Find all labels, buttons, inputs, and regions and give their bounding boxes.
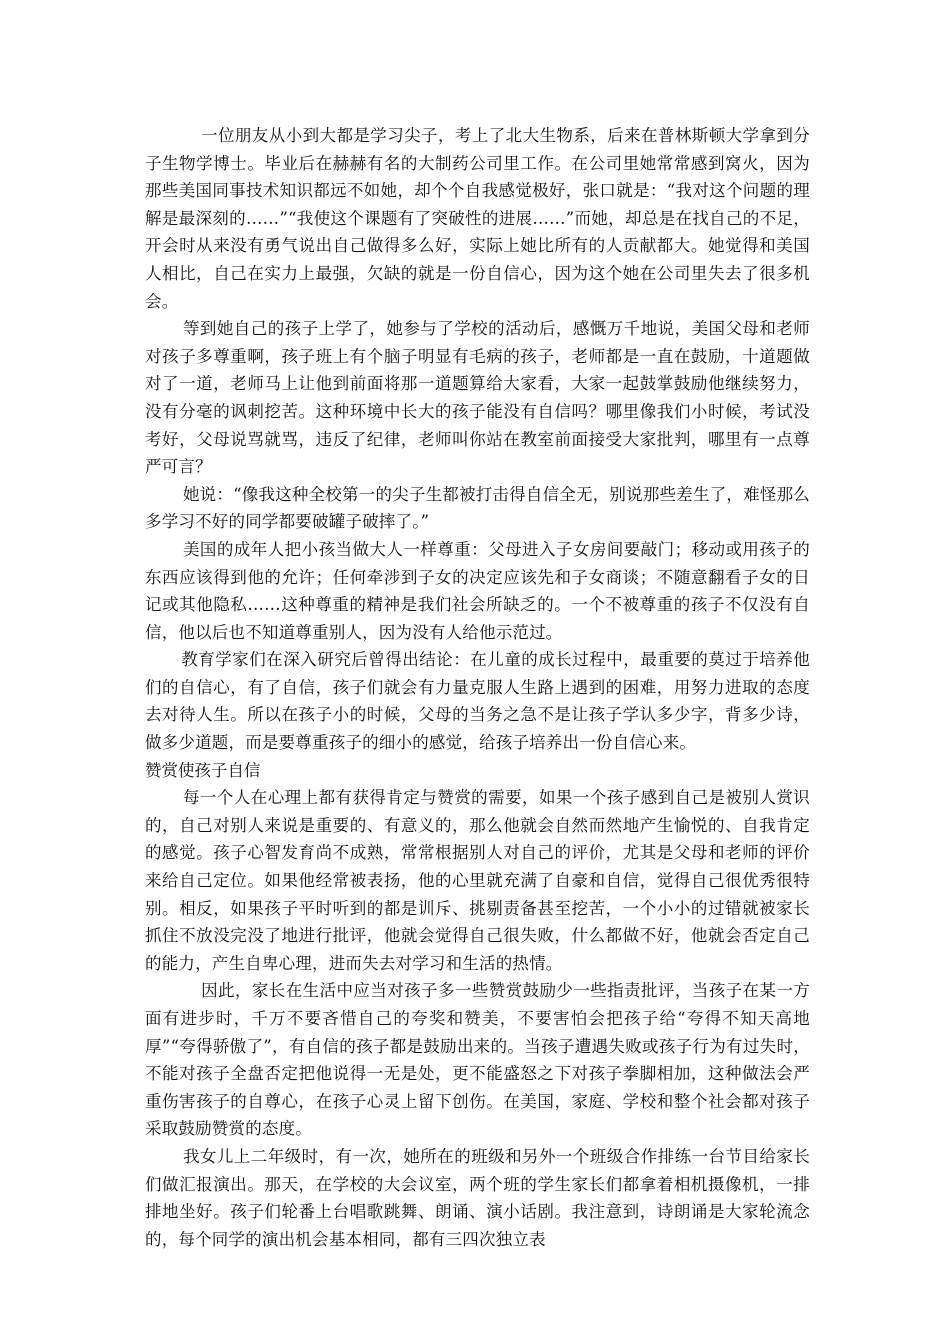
paragraph-1: 一位朋友从小到大都是学习尖子，考上了北大生物系，后来在普林斯顿大学拿到分子生物学博士。毕业后在赫赫有名的大制药公司里工作。在公司里她常常感到窝火，因为那些美国同事技术知识都远不如她，却个个自我感觉极好，张口就是：“我对这个问题的理解是最深刻的……”“我使这个课题有了突破性的进展……”而她，却总是在找自己的不足，开会时从来没有勇气说出自己做得多么好，实际上她比所有的人贡献都大。她觉得和美国人相比，自己在实力上最强，欠缺的就是一份自信心，因为这个她在公司里失去了很多机会。 (145, 126, 810, 311)
paragraph-2: 等到她自己的孩子上学了，她参与了学校的活动后，感慨万千地说，美国父母和老师对孩子多尊重啊，孩子班上有个脑子明显有毛病的孩子，老师都是一直在鼓励，十道题做对了一道，老师马上让他到前面将那一道题算给大家看，大家一起鼓掌鼓励他继续努力，没有分毫的讽刺挖苦。这种环境中长大的孩子能没有自信吗？哪里像我们小时候，考试没考好，父母说骂就骂，违反了纪律，老师叫你站在教室前面接受大家批判，哪里有一点尊严可言？ (145, 319, 810, 477)
section-paragraph-1: 每一个人在心理上都有获得肯定与赞赏的需要，如果一个孩子感到自己是被别人赏识的，自己对别人来说是重要的、有意义的，那么他就会自然而然地产生愉悦的、自我肯定的感觉。孩子心智发育尚不成熟，常常根据别人对自己的评价，尤其是父母和老师的评价来给自己定位。如果他经常被表扬，他的心里就充满了自豪和自信，觉得自己很优秀很特别。相反，如果孩子平时听到的都是训斥、挑剔责备甚至挖苦，一个小小的过错就被家长抓住不放没完没了地进行批评，他就会觉得自己很失败，什么都做不好，他就会否定自己的能力，产生自卑心理，进而失去对学习和生活的热情。 (145, 788, 810, 973)
paragraph-4: 美国的成年人把小孩当做大人一样尊重：父母进入子女房间要敲门；移动或用孩子的东西应该得到他的允许；任何牵涉到子女的决定应该先和子女商谈；不随意翻看子女的日记或其他隐私……这种尊重的精神是我们社会所缺乏的。一个不被尊重的孩子不仅没有自信，他以后也不知道尊重别人，因为没有人给他示范过。 (145, 539, 810, 642)
section-paragraph-3: 我女儿上二年级时，有一次，她所在的班级和另外一个班级合作排练一台节目给家长们做汇报演出。那天，在学校的大会议室，两个班的学生家长们都拿着相机摄像机，一排排地坐好。孩子们轮番上台唱歌跳舞、朗诵、演小话剧。我注意到，诗朗诵是大家轮流念的，每个同学的演出机会基本相同，都有三四次独立表 (145, 1146, 810, 1249)
section-heading: 赞赏使孩子自信 (145, 760, 261, 780)
section-paragraph-2: 因此，家长在生活中应当对孩子多一些赞赏鼓励少一些指责批评，当孩子在某一方面有进步时，千万不要吝惜自己的夸奖和赞美，不要害怕会把孩子给“夸得不知天高地厚”“夸得骄傲了”，有自信的孩子都是鼓励出来的。当孩子遭遇失败或孩子行为有过失时，不能对孩子全盘否定把他说得一无是处，更不能盛怒之下对孩子拳脚相加，这种做法会严重伤害孩子的自尊心，在孩子心灵上留下创伤。在美国，家庭、学校和整个社会都对孩子采取鼓励赞赏的态度。 (145, 981, 810, 1139)
document-page (145, 122, 810, 1253)
paragraph-3: 她说：“像我这种全校第一的尖子生都被打击得自信全无，别说那些差生了，难怪那么多学习不好的同学都要破罐子破摔了。” (145, 484, 810, 532)
paragraph-5: 教育学家们在深入研究后曾得出结论：在儿童的成长过程中，最重要的莫过于培养他们的自信心，有了自信，孩子们就会有力量克服人生路上遇到的困难，用努力进取的态度去对待人生。所以在孩子小的时候，父母的当务之急不是让孩子学认多少字，背多少诗，做多少道题，而是要尊重孩子的细小的感觉，给孩子培养出一份自信心来。 (145, 650, 810, 753)
